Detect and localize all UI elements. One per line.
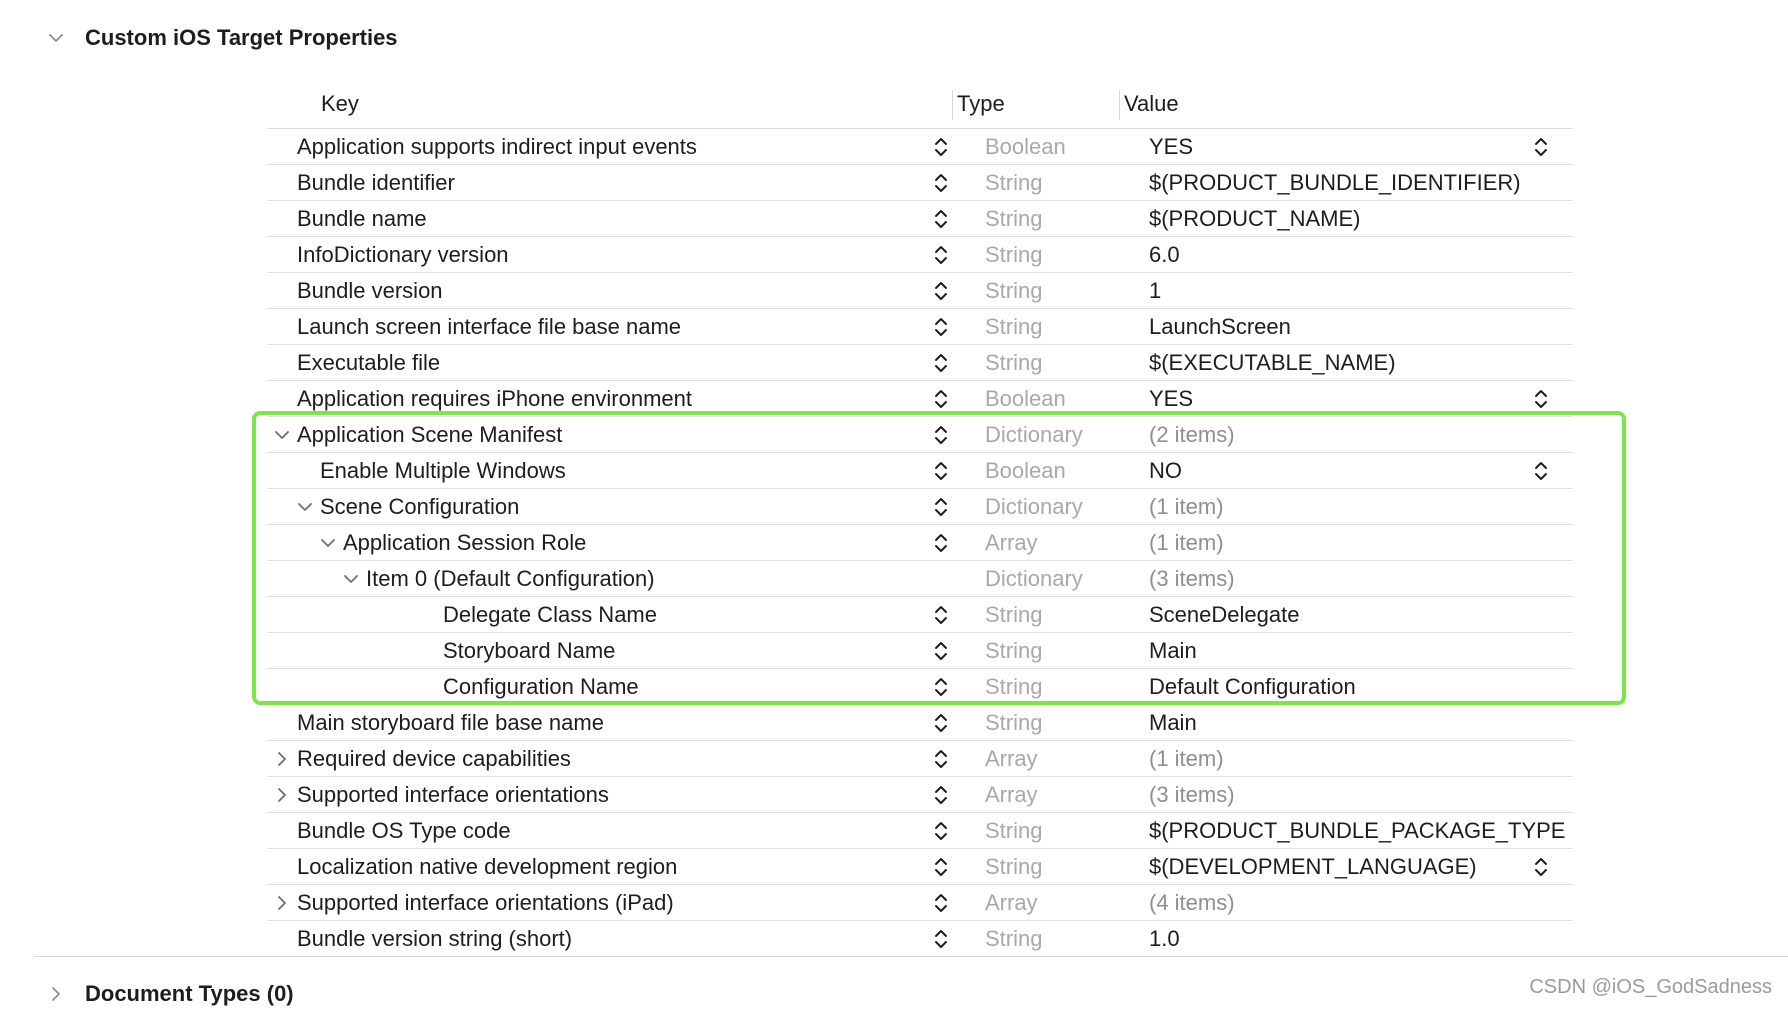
table-row[interactable] xyxy=(267,705,1573,741)
column-header-type[interactable]: Type xyxy=(957,91,1005,116)
key-stepper-icon[interactable] xyxy=(933,705,949,740)
key-stepper-icon[interactable] xyxy=(933,669,949,704)
table-row[interactable] xyxy=(267,525,1573,561)
row-type[interactable]: String xyxy=(985,349,1043,375)
row-value[interactable]: 1.0 xyxy=(1149,925,1180,951)
table-row[interactable] xyxy=(267,309,1573,345)
table-row[interactable] xyxy=(267,741,1573,777)
row-value[interactable]: (1 item) xyxy=(1149,493,1224,519)
row-type[interactable]: String xyxy=(985,601,1043,627)
key-stepper-icon[interactable] xyxy=(933,165,949,200)
row-value[interactable]: 6.0 xyxy=(1149,241,1180,267)
section-divider xyxy=(34,956,1788,957)
table-row[interactable] xyxy=(267,129,1573,165)
table-row[interactable] xyxy=(267,417,1573,453)
row-key[interactable]: Bundle version xyxy=(297,277,443,303)
row-type[interactable]: String xyxy=(985,817,1043,843)
chevron-right-icon[interactable] xyxy=(273,885,291,920)
row-key[interactable]: Supported interface orientations (iPad) xyxy=(297,889,674,915)
table-row[interactable] xyxy=(267,561,1573,597)
row-value[interactable]: Main xyxy=(1149,637,1197,663)
key-stepper-icon[interactable] xyxy=(933,921,949,956)
row-key[interactable]: Application Scene Manifest xyxy=(297,421,563,447)
key-stepper-icon[interactable] xyxy=(933,597,949,632)
row-type[interactable]: String xyxy=(985,709,1043,735)
row-value[interactable]: (3 items) xyxy=(1149,781,1235,807)
table-row[interactable] xyxy=(267,633,1573,669)
row-value[interactable]: Main xyxy=(1149,709,1197,735)
row-key[interactable]: Bundle version string (short) xyxy=(297,925,573,951)
column-divider[interactable] xyxy=(1119,90,1120,120)
row-type[interactable]: String xyxy=(985,241,1043,267)
row-key[interactable]: Application Session Role xyxy=(343,529,587,555)
row-key[interactable]: Main storyboard file base name xyxy=(297,709,604,735)
chevron-right-icon[interactable] xyxy=(273,741,291,776)
row-value[interactable]: $(PRODUCT_BUNDLE_PACKAGE_TYPE xyxy=(1149,817,1566,843)
table-row[interactable] xyxy=(267,597,1573,633)
value-popup-stepper-icon[interactable] xyxy=(1533,453,1549,488)
row-value[interactable]: $(DEVELOPMENT_LANGUAGE) xyxy=(1149,853,1477,879)
row-value[interactable]: YES xyxy=(1149,385,1194,411)
chevron-down-icon[interactable] xyxy=(342,561,360,596)
key-stepper-icon[interactable] xyxy=(933,777,949,812)
chevron-down-icon[interactable] xyxy=(296,489,314,524)
table-row[interactable] xyxy=(267,273,1573,309)
row-value[interactable]: $(PRODUCT_BUNDLE_IDENTIFIER) xyxy=(1149,169,1521,195)
section-title: Document Types (0) xyxy=(85,981,294,1006)
row-type[interactable]: Dictionary xyxy=(985,565,1083,591)
row-key[interactable]: Supported interface orientations xyxy=(297,781,609,807)
key-stepper-icon[interactable] xyxy=(933,129,949,164)
chevron-down-icon[interactable] xyxy=(319,525,337,560)
key-stepper-icon[interactable] xyxy=(933,489,949,524)
key-stepper-icon[interactable] xyxy=(933,741,949,776)
row-value[interactable]: Default Configuration xyxy=(1149,673,1356,699)
row-key[interactable]: InfoDictionary version xyxy=(297,241,509,267)
chevron-right-icon[interactable] xyxy=(46,984,66,1004)
table-row[interactable] xyxy=(267,345,1573,381)
table-row[interactable] xyxy=(267,489,1573,525)
row-type[interactable]: String xyxy=(985,925,1043,951)
row-type[interactable]: Boolean xyxy=(985,133,1066,159)
table-row[interactable] xyxy=(267,165,1573,201)
value-popup-stepper-icon[interactable] xyxy=(1533,849,1549,884)
row-type[interactable]: Boolean xyxy=(985,457,1066,483)
row-key[interactable]: Configuration Name xyxy=(443,673,639,699)
key-stepper-icon[interactable] xyxy=(933,417,949,452)
table-row[interactable] xyxy=(267,453,1573,489)
row-value[interactable]: 1 xyxy=(1149,277,1162,303)
row-key[interactable]: Item 0 (Default Configuration) xyxy=(366,565,655,591)
row-key[interactable]: Bundle OS Type code xyxy=(297,817,511,843)
row-key[interactable]: Bundle name xyxy=(297,205,427,231)
table-rows xyxy=(267,129,1573,957)
table-row[interactable] xyxy=(267,849,1573,885)
row-type[interactable]: Boolean xyxy=(985,385,1066,411)
row-type[interactable]: String xyxy=(985,673,1043,699)
row-key[interactable]: Storyboard Name xyxy=(443,637,616,663)
chevron-down-icon[interactable] xyxy=(273,417,291,452)
row-value[interactable]: NO xyxy=(1149,457,1182,483)
row-key[interactable]: Scene Configuration xyxy=(320,493,520,519)
row-type[interactable]: Dictionary xyxy=(985,493,1083,519)
row-key[interactable]: Bundle identifier xyxy=(297,169,455,195)
row-key[interactable]: Application supports indirect input events xyxy=(297,133,697,159)
chevron-right-icon[interactable] xyxy=(273,777,291,812)
table-row[interactable] xyxy=(267,237,1573,273)
row-value[interactable]: (4 items) xyxy=(1149,889,1235,915)
table-row[interactable] xyxy=(267,669,1573,705)
value-popup-stepper-icon[interactable] xyxy=(1533,129,1549,164)
key-stepper-icon[interactable] xyxy=(933,885,949,920)
watermark: CSDN @iOS_GodSadness xyxy=(1529,976,1772,998)
row-value[interactable]: (1 item) xyxy=(1149,745,1224,771)
row-key[interactable]: Application requires iPhone environment xyxy=(297,385,693,411)
key-stepper-icon[interactable] xyxy=(933,273,949,308)
row-key[interactable]: Required device capabilities xyxy=(297,745,571,771)
row-key[interactable]: Localization native development region xyxy=(297,853,678,879)
chevron-down-icon[interactable] xyxy=(46,28,66,48)
row-key[interactable]: Enable Multiple Windows xyxy=(320,457,566,483)
row-value[interactable]: $(EXECUTABLE_NAME) xyxy=(1149,349,1396,375)
key-stepper-icon[interactable] xyxy=(933,309,949,344)
row-type[interactable]: Array xyxy=(985,745,1038,771)
row-type[interactable]: String xyxy=(985,637,1043,663)
key-stepper-icon[interactable] xyxy=(933,849,949,884)
row-type[interactable]: String xyxy=(985,277,1043,303)
table-row[interactable] xyxy=(267,885,1573,921)
table-row[interactable] xyxy=(267,777,1573,813)
row-type[interactable]: String xyxy=(985,853,1043,879)
row-type[interactable]: String xyxy=(985,205,1043,231)
table-row[interactable] xyxy=(267,201,1573,237)
key-stepper-icon[interactable] xyxy=(933,453,949,488)
row-value[interactable]: (3 items) xyxy=(1149,565,1235,591)
row-type[interactable]: String xyxy=(985,169,1043,195)
row-value[interactable]: $(PRODUCT_NAME) xyxy=(1149,205,1361,231)
row-key[interactable]: Delegate Class Name xyxy=(443,601,657,627)
row-value[interactable]: SceneDelegate xyxy=(1149,601,1300,627)
row-type[interactable]: Dictionary xyxy=(985,421,1083,447)
row-value[interactable]: (2 items) xyxy=(1149,421,1235,447)
row-key[interactable]: Launch screen interface file base name xyxy=(297,313,682,339)
row-value[interactable]: (1 item) xyxy=(1149,529,1224,555)
column-divider[interactable] xyxy=(952,90,953,120)
row-type[interactable]: Array xyxy=(985,889,1038,915)
table-row[interactable] xyxy=(267,921,1573,957)
key-stepper-icon[interactable] xyxy=(933,813,949,848)
key-stepper-icon[interactable] xyxy=(933,633,949,668)
key-stepper-icon[interactable] xyxy=(933,381,949,416)
column-header-value[interactable]: Value xyxy=(1124,91,1179,116)
section-title: Custom iOS Target Properties xyxy=(85,25,398,50)
row-type[interactable]: Array xyxy=(985,781,1038,807)
table-row[interactable] xyxy=(267,813,1573,849)
key-stepper-icon[interactable] xyxy=(933,525,949,560)
row-type[interactable]: String xyxy=(985,313,1043,339)
row-type[interactable]: Array xyxy=(985,529,1038,555)
column-header-key[interactable]: Key xyxy=(321,91,359,116)
key-stepper-icon[interactable] xyxy=(933,201,949,236)
key-stepper-icon[interactable] xyxy=(933,345,949,380)
row-value[interactable]: YES xyxy=(1149,133,1194,159)
row-value[interactable]: LaunchScreen xyxy=(1149,313,1291,339)
table-row[interactable] xyxy=(267,381,1573,417)
row-key[interactable]: Executable file xyxy=(297,349,441,375)
key-stepper-icon[interactable] xyxy=(933,237,949,272)
value-popup-stepper-icon[interactable] xyxy=(1533,381,1549,416)
